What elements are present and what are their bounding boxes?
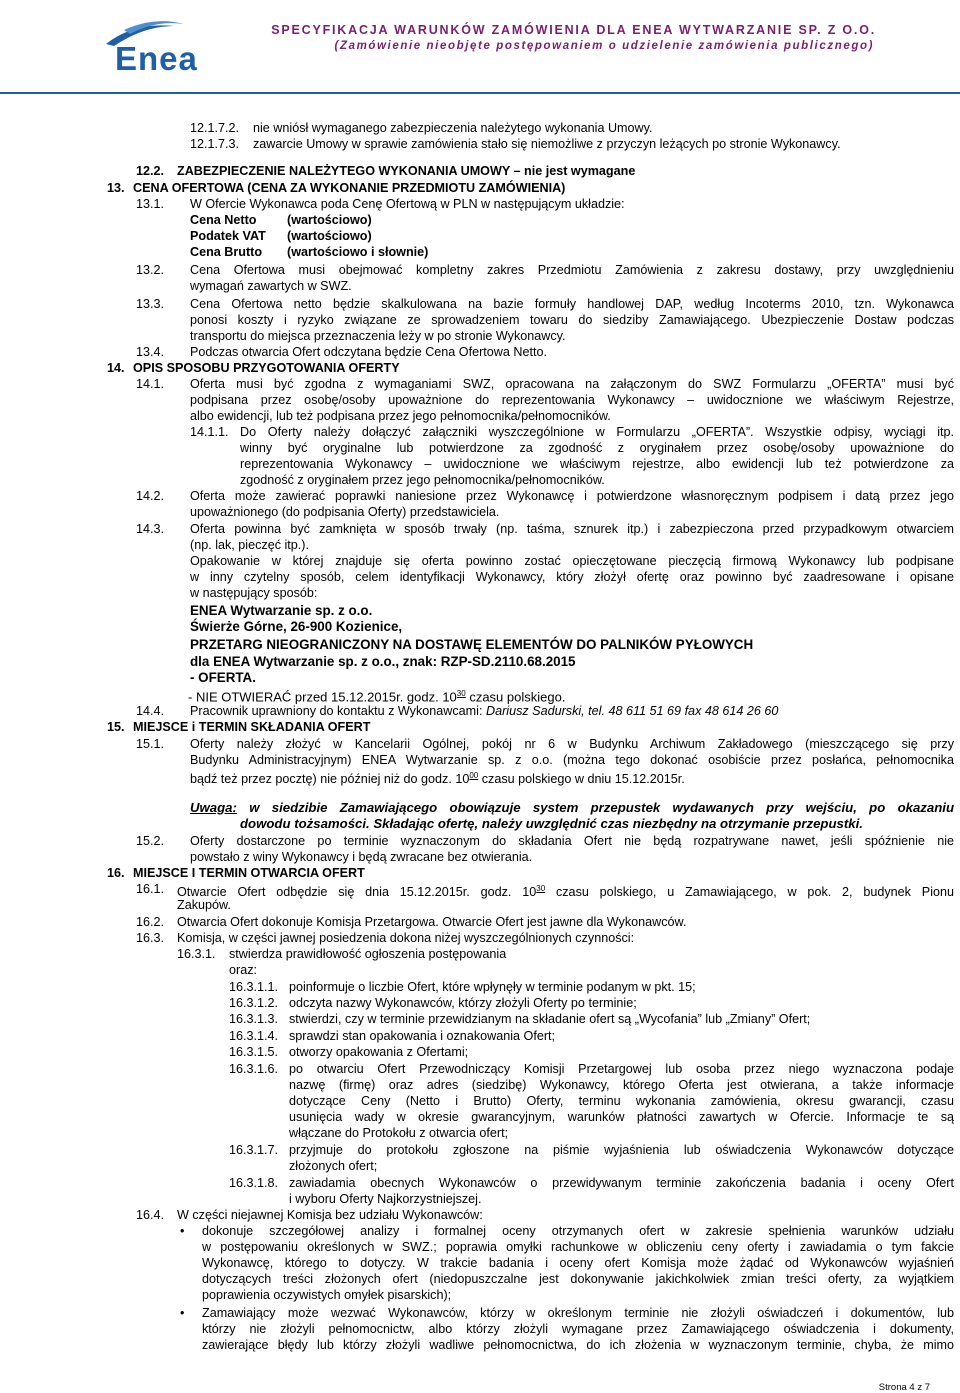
- clause-number: 16.3.1.8.: [229, 1176, 279, 1190]
- clause-text: W Ofercie Wykonawca poda Cenę Ofertową w PLN w następującym układzie:: [190, 197, 625, 211]
- section-heading: MIEJSCE I TERMIN OTWARCIA OFERT: [133, 866, 365, 880]
- clause-text-part: czasu polskiego, u Zamawiającego, w pok. 2, budynek Pionu: [545, 885, 955, 900]
- clause-number: 14.1.: [136, 377, 165, 391]
- clause-text: Oferty należy złożyć w Kancelarii Ogólnej, pokój nr 6 w Budynku Archiwum Zakładowego (mieszczącego się przy: [190, 737, 954, 751]
- section-number: 16.: [107, 866, 125, 880]
- clause-text: podpisana przez osobę/osoby upoważnione do reprezentowania Wykonawcy – uwidocznione we właściwym Rejestrze,: [190, 393, 954, 407]
- clause-number: 12.1.7.2.: [190, 121, 240, 135]
- clause-number: 16.3.1.7.: [229, 1143, 279, 1157]
- header-divider: [0, 92, 960, 94]
- bullet-icon: •: [180, 1306, 185, 1320]
- notice-line: [190, 800, 954, 816]
- bullet-text: Wykonawcę, którego to dotyczy. W trakcie badania i oceny ofert Komisja może żądać od Wykonawców wyjaśnień: [202, 1256, 954, 1270]
- clause-number: 13.4.: [136, 345, 165, 359]
- clause-text: zawarcie Umowy w sprawie zamówienia stało się niemożliwe z przyczyn leżących po stronie Wykonawcy.: [253, 137, 841, 151]
- section-heading: MIEJSCE i TERMIN SKŁADANIA OFERT: [133, 720, 371, 734]
- clause-text: dotyczące Ceny (Netto i Brutto) Oferty, terminu wykonania zamówienia, okresu gwarancji, czasu: [289, 1094, 954, 1108]
- notice-text: w siedzibie Zamawiającego obowiązuje system przepustek wydawanych przy wejściu, po okazaniu: [236, 800, 954, 815]
- time-superscript: 30: [536, 884, 546, 893]
- clause-number: 12.1.7.3.: [190, 137, 240, 151]
- clause-text: [177, 881, 954, 900]
- clause-number: 13.3.: [136, 297, 165, 311]
- clause-text: nie wniósł wymaganego zabezpieczenia należytego wykonania Umowy.: [253, 121, 653, 135]
- clause-number: 14.3.: [136, 522, 165, 536]
- clause-text: wymagań zawartych w SWZ.: [190, 279, 352, 293]
- price-label: Cena Brutto: [190, 245, 263, 259]
- bullet-text: zawierające błędy lub którzy złożyli wadliwe pełnomocnictwa, do ich złożenia w wyznaczonym terminie, chyba, że mimo: [202, 1338, 954, 1352]
- price-value: (wartościowo): [287, 213, 372, 227]
- contact-label: Pracownik uprawniony do kontaktu z Wykonawcami:: [190, 704, 486, 718]
- enea-logo-text: Enea: [115, 40, 198, 77]
- clause-text: nazwę (firmę) oraz adres (siedzibę) Wykonawcy, którego Oferta jest otwierana, a także informacje: [289, 1078, 954, 1092]
- header-title: SPECYFIKACJA WARUNKÓW ZAMÓWIENIA DLA ENEA WYTWARZANIE SP. Z O.O.: [271, 23, 876, 37]
- clause-text: zawiadamia obecnych Wykonawców o przewidywanym terminie zakończenia badania i oceny Ofert: [289, 1176, 954, 1190]
- section-heading: CENA OFERTOWA (CENA ZA WYKONANIE PRZEDMIOTU ZAMÓWIENIA): [133, 181, 566, 195]
- price-label: Podatek VAT: [190, 229, 266, 243]
- clause-text: stwierdza prawidłowość ogłoszenia postępowania: [229, 947, 507, 961]
- clause-text: w inny czytelny sposób, celem identyfikacji Wykonawcy, który złożył ofertę oraz powinno być zaadresowane i opisane: [190, 570, 954, 584]
- clause-text: albo ewidencji, lub też podpisana przez jego pełnomocnika/pełnomocników.: [190, 409, 611, 423]
- clause-number: 16.1.: [136, 882, 165, 896]
- address-line: dla ENEA Wytwarzanie sp. z o.o., znak: RZP-SD.2110.68.2015: [190, 654, 576, 669]
- bullet-text: Zamawiający może wezwać Wykonawców, którzy w określonym terminie nie złożyli oświadczeń i dokumentów, lub: [202, 1306, 954, 1320]
- clause-number: 16.3.1.5.: [229, 1045, 279, 1059]
- price-value: (wartościowo i słownie): [287, 245, 429, 259]
- clause-text: Budynku Administracyjnym) ENEA Wytwarzanie sp. z o.o. (można tego dokonać osobiście przez posłańca, pełnomocnika: [190, 753, 954, 767]
- clause-text: Komisja, w części jawnej posiedzenia dokona niżej wyszczególnionych czynności:: [177, 931, 635, 945]
- clause-text: (np. lak, pieczęć itp.).: [190, 538, 309, 552]
- clause-text: oraz:: [229, 963, 257, 977]
- page-header: [0, 0, 960, 94]
- section-number: 13.: [107, 181, 125, 195]
- clause-text: Oferta musi być zgodna z wymaganiami SWZ, opracowana na załączonym do SWZ Formularzu „OFERTA” musi być: [190, 377, 954, 391]
- clause-text: ponosi koszty i ryzyko związane ze sprowadzeniem towaru do siedziby Zamawiającego. Ubezpieczenie Dostaw podczas: [190, 313, 954, 327]
- clause-text: odczyta nazwy Wykonawców, którzy złożyli Oferty po terminie;: [289, 996, 637, 1010]
- contact-details: Dariusz Sadurski, tel. 48 611 51 69 fax 48 614 26 60: [485, 704, 779, 718]
- clause-text-part: czasu polskiego w dniu 15.12.2015r.: [478, 772, 685, 787]
- clause-number: 12.2.: [136, 164, 165, 178]
- address-text: czasu polskiego.: [465, 689, 566, 705]
- clause-text: Otwarcia Ofert dokonuje Komisja Przetargowa. Otwarcie Ofert jest jawne dla Wykonawców.: [177, 915, 687, 929]
- clause-number: 16.4.: [136, 1208, 165, 1222]
- clause-number: 15.2.: [136, 834, 165, 848]
- clause-number: 14.1.1.: [190, 425, 229, 439]
- clause-text: Opakowanie w której znajduje się oferta powinno zostać opieczętowane pieczęcią firmową Wykonawcy lub podpisane: [190, 554, 954, 568]
- clause-text: sprawdzi stan opakowania i oznakowania Ofert;: [289, 1029, 556, 1043]
- clause-number: 16.3.1.2.: [229, 996, 279, 1010]
- bullet-text: w postępowaniu określonych w SWZ.; poprawia omyłki rachunkowe w obliczeniu ceny oferty i zawiadamia o tym fakcie: [202, 1240, 954, 1254]
- clause-number: 16.3.1.: [177, 947, 216, 961]
- clause-text: upoważnionego (do podpisania Oferty) przedstawiciela.: [190, 505, 500, 519]
- clause-number: 16.3.1.1.: [229, 980, 279, 994]
- clause-text: przyjmuje do protokołu zgłoszone na piśmie wyjaśnienia lub oświadczenia Wykonawców dotyczące: [289, 1143, 954, 1157]
- time-superscript: 30: [456, 689, 466, 698]
- clause-text: złożonych ofert;: [289, 1159, 378, 1173]
- clause-number: 16.3.1.6.: [229, 1062, 279, 1076]
- clause-number: 14.4.: [136, 704, 165, 718]
- address-line: Świerże Górne, 26-900 Kozienice,: [190, 619, 403, 634]
- clause-number: 16.3.1.4.: [229, 1029, 279, 1043]
- clause-number: 14.2.: [136, 489, 165, 503]
- clause-text: Cena Ofertowa musi obejmować kompletny zakres Przedmiotu Zamówienia z zakresu dostawy, przy uwzględnieniu: [190, 263, 954, 277]
- clause-text: w następujący sposób:: [190, 586, 318, 600]
- bullet-icon: •: [180, 1224, 185, 1238]
- bullet-text: dotyczących treści złożonych ofert (niedopuszczalne jest dokonywanie jakichkolwiek zmian treści oferty, za wyjątkiem: [202, 1272, 954, 1286]
- clause-text: usunięcia wady w okresie gwarancyjnym, warunków płatności zawartych w Ofercie. Informacje te są: [289, 1110, 954, 1124]
- clause-number: 13.1.: [136, 197, 165, 211]
- clause-text: Do Oferty należy dołączyć załączniki wyszczególnione w Formularzu „OFERTA”. Wszystkie odpisy, wyciągi itp.: [240, 425, 954, 439]
- clause-text: Oferta może zawierać poprawki naniesione przez Wykonawcę i potwierdzone własnoręcznym podpisem i datą przez jego: [190, 489, 954, 503]
- clause-number: 16.3.: [136, 931, 165, 945]
- section-number: 14.: [107, 361, 125, 375]
- clause-text: Podczas otwarcia Ofert odczytana będzie Cena Ofertowa Netto.: [190, 345, 548, 359]
- clause-number: 16.3.1.3.: [229, 1012, 279, 1026]
- section-heading: OPIS SPOSOBU PRZYGOTOWANIA OFERTY: [133, 361, 400, 375]
- bullet-text: którzy nie złożyli pełnomocnictw, albo którzy złożyli wymagane przez Zamawiającego oświadczenia i dokumenty,: [202, 1322, 954, 1336]
- clause-text: winny być oryginalne lub potwierdzone za zgodność z oryginałem przez osobę/osoby upoważnione do: [240, 441, 954, 455]
- clause-text-part: Otwarcie Ofert odbędzie się dnia 15.12.2015r. godz. 10: [177, 885, 537, 900]
- clause-text: otworzy opakowania z Ofertami;: [289, 1045, 469, 1059]
- header-subtitle: (Zamówienie nieobjęte postępowaniem o udzielenie zamówienia publicznego): [334, 40, 874, 52]
- clause-text: poinformuje o liczbie Ofert, które wpłynęły w terminie podanym w pkt. 15;: [289, 980, 696, 994]
- bullet-text: dokonuje szczegółowej analizy i formalnej oceny otrzymanych ofert w zakresie spełnienia warunków udziału: [202, 1224, 954, 1238]
- clause-text: Oferty dostarczone po terminie wyznaczonym do składania Ofert nie będą rozpatrywane nawet, jeśli spóźnienie nie: [190, 834, 954, 848]
- clause-text-part: bądź też przez pocztę) nie później niż do godz. 10: [190, 772, 470, 787]
- clause-text: i wyboru Oferty Najkorzystniejszej.: [289, 1192, 482, 1206]
- clause-number: 13.2.: [136, 263, 165, 277]
- clause-text: stwierdzi, czy w terminie przewidzianym na składanie ofert są „Wycofania” lub „Zmiany” Ofert;: [289, 1012, 811, 1026]
- clause-text: powstało z winy Wykonawcy i będą zwracane bez otwierania.: [190, 850, 533, 864]
- notice-line: dowodu tożsamości. Składając ofertę, należy uwzględnić czas niezbędny na otrzymanie przepustki.: [240, 816, 863, 831]
- clause-text: Oferta powinna być zamknięta w sposób trwały (np. taśma, sznurek itp.) i zabezpieczona przed przypadkowym otwarciem: [190, 522, 954, 536]
- bullet-text: poprawienia oczywistych omyłek pisarskich);: [202, 1288, 452, 1302]
- time-superscript: 00: [469, 771, 479, 780]
- clause-text: zgodność z oryginałem przez jego pełnomocnika/pełnomocników.: [240, 473, 605, 487]
- clause-text: Cena Ofertowa netto będzie skalkulowana na bazie formuły handlowej DAP, według Incoterms 2010, tzn. Wykonawca: [190, 297, 954, 311]
- clause-text: transportu do miejsca przeznaczenia leży w po stronie Wykonawcy.: [190, 329, 566, 343]
- clause-text: reprezentowania Wykonawcy – uwidocznione we właściwym rejestrze, albo ewidencji lub też potwierdzone za: [240, 457, 954, 471]
- clause-number: 16.2.: [136, 915, 165, 929]
- price-value: (wartościowo): [287, 229, 372, 243]
- address-line: ENEA Wytwarzanie sp. z o.o.: [190, 603, 373, 618]
- notice-label: Uwaga:: [190, 800, 237, 815]
- section-number: 15.: [107, 720, 125, 734]
- clause-text: włączane do Protokołu z otwarcia ofert;: [289, 1126, 509, 1140]
- address-text: - NIE OTWIERAĆ przed 15.12.2015r. godz. 10: [188, 689, 457, 705]
- address-line: - OFERTA.: [190, 670, 256, 685]
- clause-number: 15.1.: [136, 737, 165, 751]
- price-label: Cena Netto: [190, 213, 257, 227]
- clause-text: po otwarciu Ofert Przewodniczący Komisji Przetargowej lub osoba przez niego wyznaczona podaje: [289, 1062, 954, 1076]
- clause-text: Zakupów.: [177, 898, 231, 912]
- address-line: PRZETARG NIEOGRANICZONY NA DOSTAWĘ ELEMENTÓW DO PALNIKÓW PYŁOWYCH: [190, 637, 754, 652]
- clause-text: W części niejawnej Komisja bez udziału Wykonawców:: [177, 1208, 483, 1222]
- clause-text: [190, 703, 778, 719]
- page-number: Strona 4 z 7: [878, 1382, 930, 1393]
- clause-text: [190, 768, 685, 787]
- clause-heading: ZABEZPIECZENIE NALEŻYTEGO WYKONANIA UMOWY – nie jest wymagane: [177, 164, 636, 178]
